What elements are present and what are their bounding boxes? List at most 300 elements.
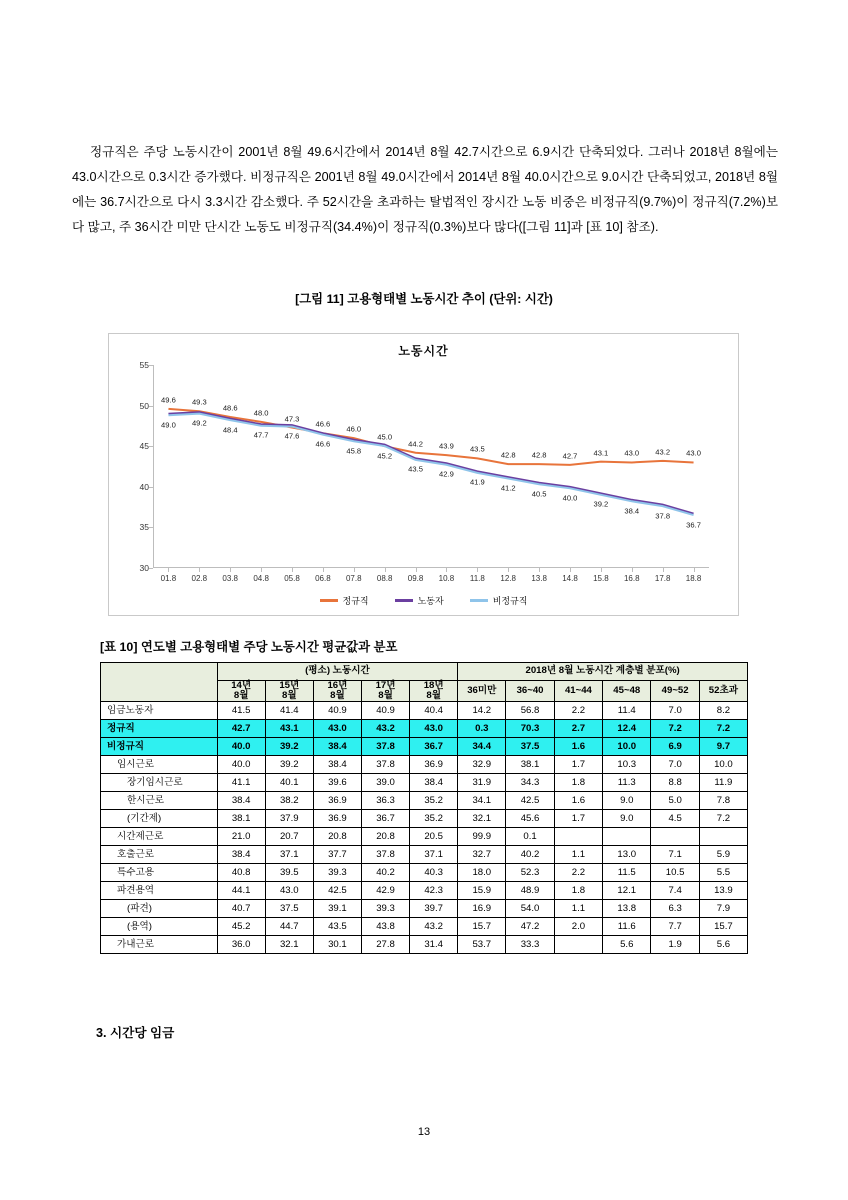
table-row-label: 호출근로: [101, 846, 218, 864]
table-cell: 20.5: [410, 828, 458, 846]
table-cell: 10.0: [699, 756, 747, 774]
table-column-header: 14년 8월: [217, 681, 265, 702]
table-cell: 37.9: [265, 810, 313, 828]
table-row-label: 파견용역: [101, 882, 218, 900]
table-cell: [603, 828, 651, 846]
table-cell: 9.7: [699, 738, 747, 756]
table-cell: 43.1: [265, 720, 313, 738]
table-column-header: 52초과: [699, 681, 747, 702]
table-cell: 6.9: [651, 738, 699, 756]
group-header-average: (평소) 노동시간: [217, 663, 458, 681]
y-axis-tick-mark: [149, 365, 153, 366]
table-cell: 7.0: [651, 702, 699, 720]
table-cell: 0.1: [506, 828, 554, 846]
table-cell: 36.3: [362, 792, 410, 810]
table-row: [101, 900, 748, 918]
table-cell: 27.8: [362, 936, 410, 954]
x-axis-tick: 18.8: [685, 574, 702, 583]
table-cell: 11.5: [603, 864, 651, 882]
data-point-label: 47.7: [253, 430, 269, 440]
data-table: [100, 662, 748, 954]
table-column-header: 36미만: [458, 681, 506, 702]
data-point-label: 43.9: [439, 441, 454, 451]
data-point-label: 46.6: [315, 419, 331, 429]
table-cell: 35.2: [410, 810, 458, 828]
table-cell: 33.3: [506, 936, 554, 954]
x-axis-tick-mark: [601, 568, 602, 572]
table-cell: [699, 828, 747, 846]
table-cell: 2.0: [554, 918, 602, 936]
table-cell: 15.7: [699, 918, 747, 936]
data-table-wrapper: [100, 662, 748, 954]
table-caption: [표 10] 연도별 고용형태별 주당 노동시간 평균값과 분포: [100, 640, 398, 654]
table-row-label: 장기임시근로: [101, 774, 218, 792]
table-row: [101, 882, 748, 900]
table-cell: 43.8: [362, 918, 410, 936]
table-cell: 52.3: [506, 864, 554, 882]
table-cell: 37.1: [265, 846, 313, 864]
table-cell: 7.7: [651, 918, 699, 936]
data-point-label: 49.6: [161, 395, 176, 405]
table-cell: 20.7: [265, 828, 313, 846]
table-cell: 40.3: [410, 864, 458, 882]
body-paragraph: [72, 140, 778, 240]
table-cell: 36.9: [313, 810, 361, 828]
table-cell: 1.8: [554, 882, 602, 900]
x-axis-tick: 01.8: [160, 574, 177, 583]
table-row-label: 정규직: [101, 720, 218, 738]
legend-swatch: [470, 599, 488, 602]
table-cell: 7.2: [699, 810, 747, 828]
table-row: [101, 810, 748, 828]
table-cell: 11.9: [699, 774, 747, 792]
chart-plot-area: [139, 360, 709, 583]
table-cell: 42.9: [362, 882, 410, 900]
table-cell: 41.4: [265, 702, 313, 720]
table-cell: 54.0: [506, 900, 554, 918]
x-axis-tick-mark: [261, 568, 262, 572]
table-cell: 99.9: [458, 828, 506, 846]
table-cell: 35.2: [410, 792, 458, 810]
x-axis-tick-mark: [416, 568, 417, 572]
data-point-label: 38.4: [624, 506, 640, 516]
table-cell: 12.4: [603, 720, 651, 738]
legend-item: [320, 594, 369, 607]
table-cell: 0.3: [458, 720, 506, 738]
table-cell: 5.9: [699, 846, 747, 864]
table-cell: 38.4: [217, 846, 265, 864]
table-cell: 43.0: [265, 882, 313, 900]
table-column-header: 49~52: [651, 681, 699, 702]
section-heading: 3. 시간당 임금: [96, 1026, 175, 1040]
table-cell: 11.6: [603, 918, 651, 936]
data-point-label: 48.4: [222, 425, 238, 435]
table-cell: 43.5: [313, 918, 361, 936]
table-cell: 37.1: [410, 846, 458, 864]
table-cell: 5.6: [699, 936, 747, 954]
table-cell: 1.7: [554, 810, 602, 828]
table-cell: 42.7: [217, 720, 265, 738]
data-point-label: 48.6: [222, 403, 238, 413]
table-cell: 41.5: [217, 702, 265, 720]
table-cell: 34.1: [458, 792, 506, 810]
table-cell: 40.9: [362, 702, 410, 720]
table-cell: 10.5: [651, 864, 699, 882]
data-point-label: 43.5: [469, 444, 485, 454]
x-axis-tick-mark: [508, 568, 509, 572]
table-cell: 1.1: [554, 900, 602, 918]
data-point-label: 49.0: [161, 420, 176, 430]
table-cell: 36.9: [313, 792, 361, 810]
table-cell: 40.7: [217, 900, 265, 918]
table-cell: 37.5: [506, 738, 554, 756]
table-cell: 38.4: [410, 774, 458, 792]
table-cell: 34.3: [506, 774, 554, 792]
table-cell: 7.1: [651, 846, 699, 864]
y-axis-tick: 50: [139, 400, 149, 411]
data-point-label: 41.2: [500, 483, 516, 493]
table-row: [101, 702, 748, 720]
table-row: [101, 774, 748, 792]
table-cell: 1.7: [554, 756, 602, 774]
x-axis-tick-mark: [539, 568, 540, 572]
table-cell: 39.0: [362, 774, 410, 792]
table-cell: 42.3: [410, 882, 458, 900]
x-axis-tick-mark: [385, 568, 386, 572]
table-cell: 32.1: [265, 936, 313, 954]
table-cell: 40.9: [313, 702, 361, 720]
table-cell: 11.3: [603, 774, 651, 792]
data-point-label: 49.2: [191, 418, 207, 428]
data-point-label: 43.2: [655, 447, 671, 457]
data-point-label: 41.9: [469, 477, 485, 487]
table-cell: [651, 828, 699, 846]
table-row: [101, 846, 748, 864]
data-point-label: 43.1: [593, 448, 609, 458]
table-row: [101, 936, 748, 954]
table-cell: 11.4: [603, 702, 651, 720]
table-row-label: (파견): [101, 900, 218, 918]
data-point-label: 46.6: [315, 439, 331, 449]
table-row-label: 시간제근로: [101, 828, 218, 846]
table-cell: 70.3: [506, 720, 554, 738]
table-cell: 5.6: [603, 936, 651, 954]
table-cell: 10.3: [603, 756, 651, 774]
table-cell: 42.5: [313, 882, 361, 900]
table-cell: 13.8: [603, 900, 651, 918]
y-axis-tick-mark: [149, 406, 153, 407]
table-cell: 40.0: [217, 756, 265, 774]
x-axis-tick: 10.8: [438, 574, 455, 583]
table-cell: 42.5: [506, 792, 554, 810]
table-cell: 43.0: [313, 720, 361, 738]
legend-label: 비정규직: [492, 596, 528, 606]
table-cell: 1.8: [554, 774, 602, 792]
table-cell: 40.0: [217, 738, 265, 756]
data-point-label: 36.7: [686, 520, 701, 530]
table-cell: 7.2: [651, 720, 699, 738]
y-axis-tick: 35: [139, 522, 149, 533]
table-cell: 15.9: [458, 882, 506, 900]
paragraph-text: 정규직은 주당 노동시간이 2001년 8월 49.6시간에서 2014년 8월 42.7시간으로 6.9시간 단축되었다. 그러나 2018년 8월에는 43.0시간으로 0.3시간 증가했다. 비정규직은 2001년 8월 49.0시간에서 2014년 8월 40.0시간으로 9.0시간 단축되었고, 2018년 8월에는 36.7시간으로 다시 3.3시간 감소했다. 주 52시간을 초과하는 탈법적인 장시간 노동 비중은 비정규직(9.7%)이 정규직(7.2%)보다 많고, 주 36시간 미만 단시간 노동도 비정규직(34.4%)이 정규직(0.3%)보다 많다([그림 11]과 [표 10] 참조).: [72, 145, 778, 234]
table-cell: 44.7: [265, 918, 313, 936]
x-axis-tick: 08.8: [376, 574, 393, 583]
table-cell: 38.4: [217, 792, 265, 810]
table-cell: 30.1: [313, 936, 361, 954]
x-axis-tick: 14.8: [562, 574, 578, 583]
y-axis-tick-mark: [149, 446, 153, 447]
table-cell: 40.4: [410, 702, 458, 720]
x-axis-tick: 03.8: [222, 574, 239, 583]
x-axis-tick-mark: [199, 568, 200, 572]
x-axis-tick-mark: [292, 568, 293, 572]
table-cell: 1.1: [554, 846, 602, 864]
table-cell: 32.9: [458, 756, 506, 774]
table-cell: 7.9: [699, 900, 747, 918]
table-cell: 39.5: [265, 864, 313, 882]
table-cell: 56.8: [506, 702, 554, 720]
table-column-header: 18년 8월: [410, 681, 458, 702]
data-point-label: 37.8: [655, 511, 671, 521]
data-point-label: 42.7: [562, 451, 578, 461]
table-cell: 43.2: [362, 720, 410, 738]
table-cell: 1.9: [651, 936, 699, 954]
table-cell: 40.1: [265, 774, 313, 792]
table-cell: 37.8: [362, 738, 410, 756]
table-cell: 38.4: [313, 756, 361, 774]
table-cell: 5.5: [699, 864, 747, 882]
page-number: 13: [417, 1126, 431, 1138]
x-axis-tick-mark: [477, 568, 478, 572]
data-point-label: 45.8: [346, 446, 362, 456]
data-point-label: 44.2: [408, 439, 423, 449]
group-header-distribution: 2018년 8월 노동시간 계층별 분포(%): [458, 663, 748, 681]
chart-title: 노동시간: [398, 344, 449, 358]
table-cell: 14.2: [458, 702, 506, 720]
table-cell: 39.3: [313, 864, 361, 882]
table-column-header: 36~40: [506, 681, 554, 702]
legend-item: [395, 594, 444, 607]
x-axis-tick: 06.8: [315, 574, 331, 583]
x-axis-tick-mark: [570, 568, 571, 572]
table-cell: 38.1: [217, 810, 265, 828]
table-row-label: (용역): [101, 918, 218, 936]
table-cell: 39.2: [265, 738, 313, 756]
table-column-header: 41~44: [554, 681, 602, 702]
table-cell: 2.2: [554, 864, 602, 882]
x-axis-tick-mark: [354, 568, 355, 572]
table-cell: 38.4: [313, 738, 361, 756]
legend-label: 노동자: [417, 596, 444, 606]
table-row: [101, 918, 748, 936]
table-cell: 43.0: [410, 720, 458, 738]
data-point-label: 42.8: [531, 450, 547, 460]
table-cell: 38.2: [265, 792, 313, 810]
table-column-header: 45~48: [603, 681, 651, 702]
table-row-label: (기간제): [101, 810, 218, 828]
table-cell: 32.1: [458, 810, 506, 828]
legend-item: [470, 594, 528, 607]
table-cell: 40.2: [362, 864, 410, 882]
table-row-label: 특수고용: [101, 864, 218, 882]
x-axis-tick: 02.8: [191, 574, 208, 583]
table-group-header-row: [101, 663, 748, 681]
table-cell: 13.0: [603, 846, 651, 864]
table-row: [101, 756, 748, 774]
table-cell: 2.2: [554, 702, 602, 720]
table-cell: 45.6: [506, 810, 554, 828]
data-point-label: 46.0: [346, 424, 362, 434]
table-cell: 36.7: [362, 810, 410, 828]
data-point-label: 49.3: [191, 397, 207, 407]
x-axis-tick: 11.8: [469, 574, 485, 583]
table-cell: [554, 936, 602, 954]
table-cell: 21.0: [217, 828, 265, 846]
x-axis-tick: 15.8: [593, 574, 609, 583]
table-row-label: 비정규직: [101, 738, 218, 756]
table-cell: 9.0: [603, 792, 651, 810]
table-cell: 36.7: [410, 738, 458, 756]
table-cell: 45.2: [217, 918, 265, 936]
table-head: [101, 663, 748, 702]
data-point-label: 47.3: [284, 414, 300, 424]
table-cell: 38.1: [506, 756, 554, 774]
table-cell: 1.6: [554, 792, 602, 810]
table-cell: 36.0: [217, 936, 265, 954]
table-cell: 5.0: [651, 792, 699, 810]
table-cell: 1.6: [554, 738, 602, 756]
table-row: [101, 828, 748, 846]
table-cell: 6.3: [651, 900, 699, 918]
data-point-label: 42.8: [500, 450, 516, 460]
table-corner-cell: [101, 663, 218, 702]
table-cell: 15.7: [458, 918, 506, 936]
data-point-label: 43.0: [624, 448, 640, 458]
x-axis-tick-mark: [168, 568, 169, 572]
table-cell: 37.7: [313, 846, 361, 864]
table-cell: 37.5: [265, 900, 313, 918]
y-axis-tick: 30: [139, 563, 149, 573]
x-axis-tick: 07.8: [345, 574, 362, 583]
table-cell: 7.8: [699, 792, 747, 810]
x-axis-tick: 16.8: [623, 574, 640, 583]
x-axis-tick-mark: [632, 568, 633, 572]
table-cell: 7.0: [651, 756, 699, 774]
x-axis-tick: 12.8: [500, 574, 517, 583]
table-cell: 9.0: [603, 810, 651, 828]
table-cell: 18.0: [458, 864, 506, 882]
data-point-label: 40.0: [562, 493, 578, 503]
table-cell: 37.8: [362, 846, 410, 864]
table-cell: 36.9: [410, 756, 458, 774]
table-row-label: 임금노동자: [101, 702, 218, 720]
table-cell: 10.0: [603, 738, 651, 756]
y-axis-tick: 45: [139, 441, 149, 452]
table-cell: 39.1: [313, 900, 361, 918]
table-cell: 47.2: [506, 918, 554, 936]
table-cell: 40.8: [217, 864, 265, 882]
x-axis-tick-mark: [323, 568, 324, 572]
legend-label: 정규직: [342, 596, 369, 606]
table-cell: 31.4: [410, 936, 458, 954]
x-axis-tick: 05.8: [284, 574, 300, 583]
x-axis-tick-mark: [694, 568, 695, 572]
data-point-label: 42.9: [439, 469, 454, 479]
table-cell: 7.4: [651, 882, 699, 900]
table-row: [101, 720, 748, 738]
y-axis-tick-mark: [149, 487, 153, 488]
data-point-label: 45.0: [377, 432, 393, 442]
x-axis-tick-mark: [446, 568, 447, 572]
table-cell: 34.4: [458, 738, 506, 756]
table-cell: 32.7: [458, 846, 506, 864]
table-column-header: 17년 8월: [362, 681, 410, 702]
chart-lines: [153, 365, 709, 568]
table-column-header: 15년 8월: [265, 681, 313, 702]
table-cell: 48.9: [506, 882, 554, 900]
x-axis-tick-mark: [230, 568, 231, 572]
table-cell: 20.8: [313, 828, 361, 846]
data-point-label: 48.0: [253, 408, 269, 418]
table-row: [101, 738, 748, 756]
figure-caption: [그림 11] 고용형태별 노동시간 추이 (단위: 시간): [295, 292, 553, 306]
data-point-label: 47.6: [284, 431, 300, 441]
table-cell: 20.8: [362, 828, 410, 846]
table-cell: 13.9: [699, 882, 747, 900]
table-cell: 39.2: [265, 756, 313, 774]
table-cell: 8.2: [699, 702, 747, 720]
table-cell: 16.9: [458, 900, 506, 918]
table-column-header: 16년 8월: [313, 681, 361, 702]
table-cell: 41.1: [217, 774, 265, 792]
table-cell: 37.8: [362, 756, 410, 774]
table-cell: [554, 828, 602, 846]
x-axis-tick: 13.8: [531, 574, 547, 583]
table-row: [101, 792, 748, 810]
x-axis-tick: 04.8: [253, 574, 269, 583]
x-axis-tick: 17.8: [654, 574, 671, 583]
table-cell: 8.8: [651, 774, 699, 792]
table-row-label: 임시근로: [101, 756, 218, 774]
chart-figure: [108, 333, 739, 616]
chart-legend: [109, 594, 738, 607]
y-axis-tick-mark: [149, 527, 153, 528]
table-cell: 43.2: [410, 918, 458, 936]
table-cell: 39.3: [362, 900, 410, 918]
legend-swatch: [320, 599, 338, 602]
legend-swatch: [395, 599, 413, 602]
data-point-label: 43.0: [686, 448, 701, 458]
table-cell: 39.7: [410, 900, 458, 918]
data-point-label: 43.5: [408, 464, 423, 474]
table-body: [101, 702, 748, 954]
table-cell: 39.6: [313, 774, 361, 792]
table-cell: 40.2: [506, 846, 554, 864]
table-cell: 31.9: [458, 774, 506, 792]
table-cell: 12.1: [603, 882, 651, 900]
x-axis-tick-mark: [663, 568, 664, 572]
y-axis-tick: 55: [139, 360, 149, 370]
table-cell: 2.7: [554, 720, 602, 738]
x-axis-tick: 09.8: [407, 574, 424, 583]
table-row-label: 한시근로: [101, 792, 218, 810]
table-row: [101, 864, 748, 882]
data-point-label: 40.5: [531, 489, 547, 499]
table-cell: 7.2: [699, 720, 747, 738]
table-row-label: 가내근로: [101, 936, 218, 954]
table-cell: 4.5: [651, 810, 699, 828]
y-axis-tick-mark: [149, 568, 153, 569]
